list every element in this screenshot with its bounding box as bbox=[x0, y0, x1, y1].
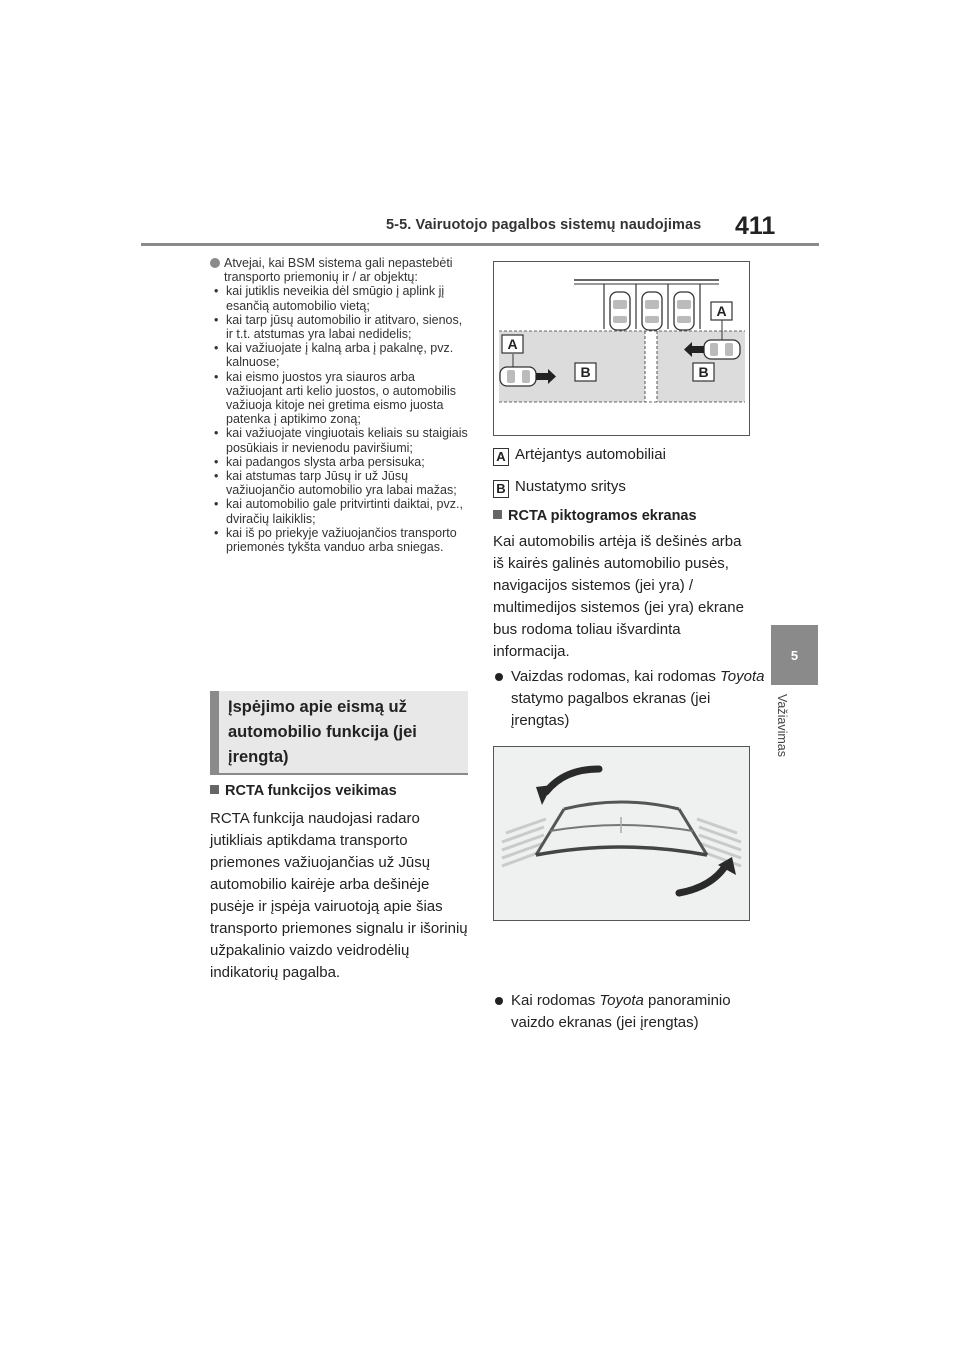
note-dot-icon bbox=[210, 258, 220, 268]
rear-view-diagram bbox=[494, 747, 749, 920]
list-item: • kai eismo juostos yra siauros arba važiuojant arti kelio juostos, o automobilis važiuoja kitoje nei gretima eismo juosta patenka į aptikimo zoną; bbox=[210, 370, 472, 427]
svg-text:B: B bbox=[580, 364, 591, 380]
page-number: 411 bbox=[735, 212, 776, 240]
bsm-note-list bbox=[210, 284, 472, 554]
label-b-right bbox=[693, 363, 714, 381]
list-item: • kai važiuojate į kalną arba į pakalnę, pvz. kalnuose; bbox=[210, 341, 472, 369]
rcta-icon-heading-text: RCTA piktogramos ekranas bbox=[508, 508, 697, 524]
rcta-function-heading-text: RCTA funkcijos veikimas bbox=[225, 783, 397, 799]
legend-item-a bbox=[493, 446, 666, 466]
bsm-note-lead bbox=[210, 256, 472, 284]
chapter-tab[interactable]: 5 bbox=[771, 625, 818, 685]
detection-area-figure bbox=[493, 261, 750, 436]
bullet-parking-assist bbox=[493, 666, 769, 732]
label-a-left bbox=[502, 335, 523, 353]
bullet-text: panoraminio vaizdo ekranas (jei įrengtas) bbox=[511, 992, 731, 1031]
section-heading: Įspėjimo apie eismą už automobilio funkcija (jei įrengta) bbox=[228, 698, 417, 766]
list-item: • kai važiuojate vingiuotais keliais su staigiais posūkiais ir nevienodu paviršiumi; bbox=[210, 426, 472, 454]
section-heading-rule bbox=[210, 773, 468, 775]
bullet-text: Vaizdas rodomas, kai rodomas bbox=[511, 668, 716, 685]
list-item: • kai padangos slysta arba persisuka; bbox=[210, 455, 472, 469]
section-title: 5-5. Vairuotojo pagalbos sistemų naudojimas bbox=[386, 217, 702, 233]
label-b-left bbox=[575, 363, 596, 381]
parked-car bbox=[674, 292, 694, 330]
brand-name: Toyota bbox=[720, 668, 765, 685]
parked-car bbox=[610, 292, 630, 330]
legend-text: Artėjantys automobiliai bbox=[515, 446, 666, 463]
chapter-label bbox=[775, 694, 806, 784]
rear-view-figure bbox=[493, 746, 750, 921]
legend-key: B bbox=[493, 480, 509, 498]
list-item: • kai atstumas tarp Jūsų ir už Jūsų važiuojančio automobilio yra labai mažas; bbox=[210, 469, 472, 497]
list-item: • kai automobilio gale pritvirtinti daiktai, pvz., dviračių laikiklis; bbox=[210, 497, 472, 525]
section-heading-bar bbox=[210, 691, 219, 775]
rcta-icon-heading bbox=[493, 508, 697, 524]
legend-item-b bbox=[493, 478, 626, 498]
section-heading-box bbox=[210, 691, 468, 775]
svg-text:B: B bbox=[698, 364, 709, 380]
chapter-label-text: Važiavimas bbox=[775, 694, 789, 757]
list-item: • kai iš po priekyje važiuojančios transporto priemonės tykšta vanduo arba sniegas. bbox=[210, 526, 472, 554]
bullet-text: statymo pagalbos ekranas (jei įrengtas) bbox=[511, 690, 711, 729]
svg-text:A: A bbox=[716, 303, 727, 319]
bsm-note-lead-text: Atvejai, kai BSM sistema gali nepastebėti transporto priemonių ir / ar objektų: bbox=[224, 256, 453, 285]
bullet-text: Kai rodomas bbox=[511, 992, 596, 1009]
square-bullet-icon bbox=[493, 510, 502, 519]
detection-area-diagram bbox=[494, 262, 749, 435]
square-bullet-icon bbox=[210, 785, 219, 794]
bsm-note bbox=[210, 256, 472, 554]
rcta-function-body: RCTA funkcija naudojasi radaro jutikliais aptikdama transporto priemones važiuojančias už Jūsų automobilio kairėje arba dešinėje pusėje ir įspėja vairuotoją apie šias transporto priemones signalu ir išorinių užpakalinio vaizdo veidrodėlių indikatorių pagalba. bbox=[210, 810, 468, 981]
rcta-icon-body: Kai automobilis artėja iš dešinės arba iš kairės galinės automobilio pusės, navigacijos sistemos (jei yra) / multimedijos sistemos (jei yra) ekrane bus rodoma toliau išvardinta informacija. bbox=[493, 533, 744, 660]
legend-key: A bbox=[493, 448, 509, 466]
parked-car bbox=[642, 292, 662, 330]
screen-background bbox=[494, 747, 749, 920]
label-a-right bbox=[711, 302, 732, 320]
list-item: • kai tarp jūsų automobilio ir atitvaro, sienos, ir t.t. atstumas yra labai nedidelis; bbox=[210, 313, 472, 341]
bullet-panoramic-view bbox=[493, 990, 769, 1034]
legend-text: Nustatymo sritys bbox=[515, 478, 626, 495]
svg-text:A: A bbox=[507, 336, 518, 352]
brand-name: Toyota bbox=[599, 992, 644, 1009]
header-rule bbox=[141, 243, 819, 246]
list-item: • kai jutiklis neveikia dėl smūgio į aplink jį esančią automobilio vietą; bbox=[210, 284, 472, 312]
rcta-function-heading bbox=[210, 783, 397, 799]
